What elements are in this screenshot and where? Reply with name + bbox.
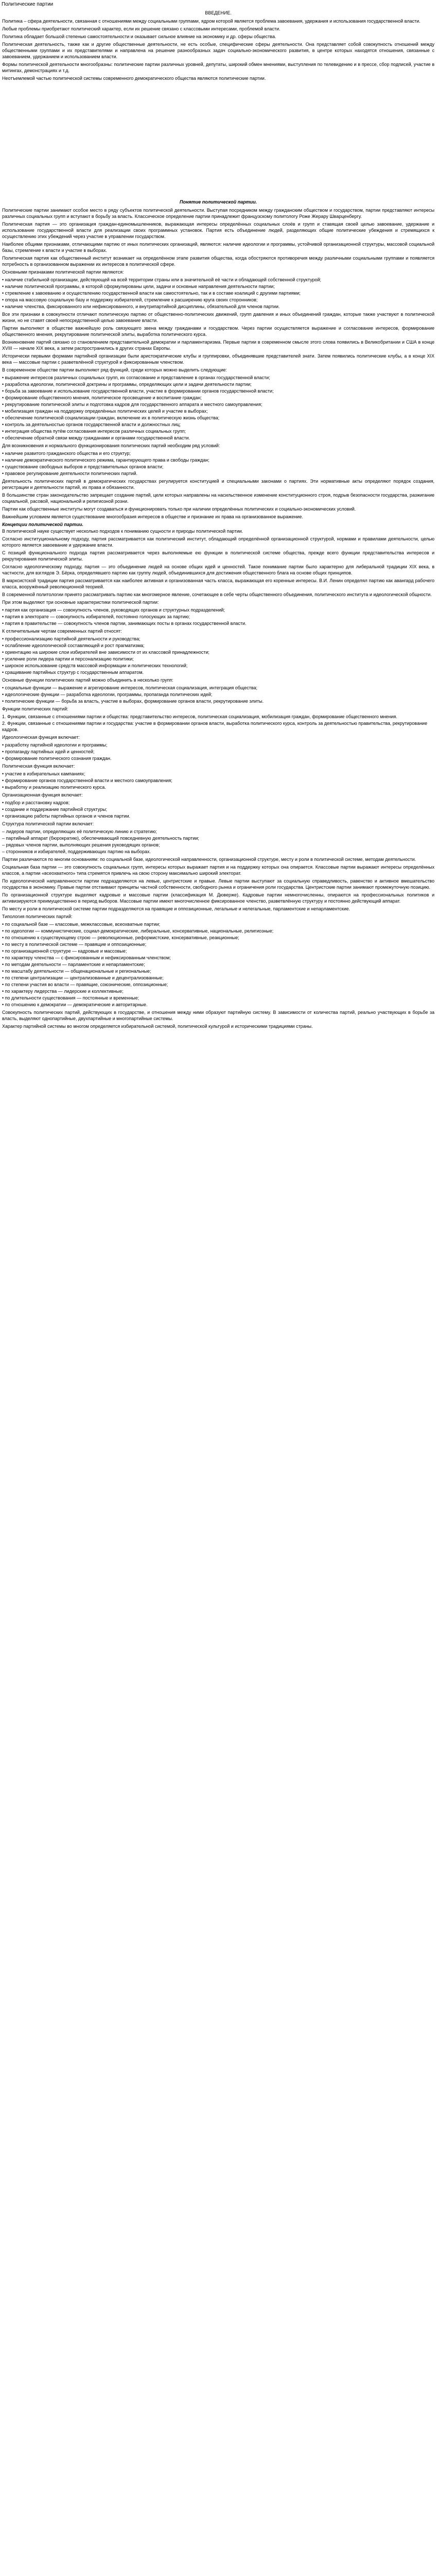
paragraph: В современной политологии принято рассматривать партию как многомерное явление, сочетающее в себе черты общественного объединения, политического института и идеологической общности.	[2, 592, 432, 597]
paragraph: Организационная функция включает:	[2, 792, 83, 798]
list-item: • сращивание партийных структур с государственным аппаратом.	[2, 669, 434, 675]
list-item: • наличие развитого гражданского общества и его структур;	[2, 450, 434, 456]
list-item: • по степени участия во власти — правящие, союзнические, оппозиционные;	[2, 981, 434, 988]
paragraph: По организационной структуре выделяют кадровые и массовые партии (классификация М. Дюверже). Кадровые партии немногочисленны, опираются на профессиональных политиков и активизируются преимущественно в период выборов. Массовые партии имеют многочисленное фиксированное членство, разветвлённую структуру и постоянно действующий аппарат.	[2, 892, 434, 904]
list-item: • существование свободных выборов и представительных органов власти;	[2, 464, 434, 470]
list-item: • обеспечение политической социализации граждан, включение их в политическую жизнь общества;	[2, 415, 434, 421]
list-item: • по идеологии — коммунистические, социал-демократические, либеральные, консервативные, национальные, религиозные;	[2, 928, 434, 934]
paragraph: В большинстве стран законодательство запрещает создание партий, цели которых направлены на насильственное изменение конституционного строя, подрыв безопасности государства, разжигание социальной, расовой, национальной и религиозной розни.	[2, 493, 434, 504]
paragraph: Характер партийной системы во многом определяется избирательной системой, политической культурой и историческими традициями страны.	[2, 1024, 313, 1029]
paragraph: Функции политических партий:	[2, 706, 68, 711]
list-item: • по степени централизации — централизованные и децентрализованные;	[2, 975, 434, 981]
section-heading: Понятие политической партии.	[179, 199, 257, 205]
list-item: • усиление роли лидера партии и персонализацию политики;	[2, 656, 434, 662]
paragraph: Политическая деятельность, также как и другие общественные деятельности, не есть особые, специфические сферы деятельности. Она представляет собой совокупность отношений между общественными группами и их представителями и направлена на решение разнообразных задач социально-экономического развития, в центре которых находятся отношения, связанные с завоеванием, удержанием и использованием власти.	[2, 42, 434, 59]
list-item: • по методам деятельности — парламентские и непарламентские;	[2, 961, 434, 968]
list-item: • создание и поддержание партийной структуры;	[2, 806, 434, 812]
list-item: • организацию работы партийных органов и членов партии.	[2, 813, 434, 819]
paragraph: Партии различаются по многим основаниям: по социальной базе, идеологической направленности, организационной структуре, месту и роли в политической системе, методам деятельности.	[2, 857, 416, 862]
paragraph: Политические партии занимают особое место в ряду субъектов политической деятельности. Выступая посредником между гражданским обществом и государством, партии представляют интересы различных социальных групп и вступают в борьбу за власть. Классическое определение партии принадлежит французскому политологу Роже Жерару Шварценбергу.	[2, 208, 434, 219]
paragraph: Структура политической партии включает:	[2, 821, 94, 826]
list-item: • широкое использование средств массовой информации и политических технологий;	[2, 663, 434, 669]
paragraph: В марксистской традиции партия рассматривается как наиболее активная и организованная часть класса, выражающая его коренные интересы. В.И. Ленин определял партию как авангард рабочего класса, вооружённый революционной теорией.	[2, 578, 434, 589]
list-item: • интеграция общества путём согласования интересов различных социальных групп;	[2, 428, 434, 434]
paragraph: Исторически первыми формами партийной организации были аристократические клубы и группировки, объединявшие представителей знати. Затем появились политические клубы, а в конце XIX века — массовые партии с разветвлённой структурой и фиксированным членством.	[2, 353, 434, 365]
paragraph: Партии выполняют в обществе важнейшую роль связующего звена между гражданами и государством. Через партии осуществляется выражение и согласование интересов, формирование общественного мнения, рекрутирование политической элиты, выработка политического курса.	[2, 326, 434, 337]
paragraph: Возникновение партий связано со становлением представительной демократии и парламентаризма. Первые партии в современном смысле этого слова появились в Великобритании и США в конце XVIII — начале XIX века, а затем распространились в других странах Европы.	[2, 340, 434, 351]
list-item: • по месту в политической системе — правящие и оппозиционные;	[2, 941, 434, 947]
paragraph: Для возникновения и нормального функционирования политических партий необходим ряд условий:	[2, 443, 220, 448]
paragraph: Согласно идеологическому подходу, партия — это объединение людей на основе общих идей и ценностей. Такое понимание партии было характерно для либеральной традиции XIX века, в частности, для взглядов Э. Бёрка, определявшего партию как группу людей, объединившихся для достижения общественного блага на основе общих принципов.	[2, 564, 434, 575]
list-item: • по масштабу деятельности — общенациональные и региональные;	[2, 968, 434, 974]
list-item: • наличие членства, фиксированного или нефиксированного, и внутрипартийной дисциплины, обязательной для членов партии.	[2, 303, 434, 310]
paragraph: Политическая партия как общественный институт возникает на определённом этапе развития общества, когда обостряются противоречия между различными социальными группами и появляется потребность в организованном выражении их интересов в политической сфере.	[2, 256, 434, 267]
list-item: 2. Функции, связанные с отношениями партии и государства: участие в формировании органов власти, выработка политического курса, контроль за деятельностью правительства, рекрутирование кадров.	[2, 721, 427, 732]
list-item: • пропаганду партийных идей и ценностей;	[2, 749, 434, 755]
list-item: • по отношению к демократии — демократические и авторитарные.	[2, 1002, 434, 1008]
paragraph: Деятельность политических партий в демократических государствах регулируется конституцией и специальными законами о партиях. Эти нормативные акты определяют порядок создания, регистрации и деятельности партий, их права и обязанности.	[2, 479, 434, 490]
list-item: • стремление к завоеванию и осуществлению государственной власти как самостоятельно, так и в составе коалиций с другими партиями;	[2, 290, 434, 296]
list-item: • мобилизация граждан на поддержку определённых политических целей и участие в выборах;	[2, 408, 434, 414]
paragraph: При этом выделяют три основные характеристики политической партии:	[2, 600, 159, 605]
list-item: • наличие демократического политического режима, гарантирующего права и свободы граждан;	[2, 457, 434, 463]
paragraph: Неотъемлемой частью политической системы современного демократического общества являются политические партии.	[2, 76, 266, 81]
list-item: • ослабление идеологической составляющей и рост прагматизма;	[2, 642, 434, 649]
list-item: – рядовых членов партии, выполняющих решения руководящих органов;	[2, 842, 434, 848]
list-item: • социальные функции — выражение и агрегирование интересов, политическая социализация, интеграция общества;	[2, 685, 434, 691]
paragraph: Основными признаками политической партии являются:	[2, 269, 124, 275]
subheading: Концепции политической партии.	[2, 522, 83, 527]
list-item: • разработку партийной идеологии и программы;	[2, 742, 434, 748]
structure-list	[2, 828, 434, 855]
functions-list	[2, 375, 434, 441]
list-item: • наличие стабильной организации, действующей на всей территории страны или в значительной её части и обладающей собственной структурой;	[2, 277, 434, 283]
list-item: • опора на массовую социальную базу и поддержку избирателей, стремление к расширению круга своих сторонников;	[2, 297, 434, 303]
paragraph: Наиболее общими признаками, отличающими партию от иных политических организаций, являются: наличие идеологии и программы, устойчивой организационной структуры, массовой социальной базы, стремление к власти и участие в выборах.	[2, 242, 434, 253]
list-item: • профессионализацию партийной деятельности и руководства;	[2, 636, 434, 642]
list-item: • выражение интересов различных социальных групп, их согласование и представление в органах государственной власти;	[2, 375, 434, 381]
paragraph: Социальная база партии — это совокупность социальных групп, интересы которых выражает партия и на поддержку которых она опирается. Классовые партии выражают интересы определённых классов, а партии «всеохватного» типа стремятся привлечь на свою сторону максимально широкий электорат.	[2, 865, 434, 876]
list-item: • обеспечение обратной связи между гражданами и органами государственной власти.	[2, 435, 434, 441]
paragraph: К отличительным чертам современных партий относят:	[2, 629, 122, 634]
political-functions-list	[2, 771, 434, 790]
paragraph: Согласно институциональному подходу, партия рассматривается как политический институт, обладающий определённой организационной структурой, нормами и правилами деятельности, целью которого является завоевание и удержание власти.	[2, 536, 434, 548]
ideology-list	[2, 742, 434, 761]
paragraph: Любые проблемы приобретают политический характер, если их решение связано с классовыми интересами, проблемой власти.	[2, 26, 281, 31]
list-item: • подбор и расстановку кадров;	[2, 800, 434, 806]
list-item: – сторонников и избирателей, поддерживающих партию на выборах.	[2, 849, 434, 855]
list-item: • ориентацию на широкие слои избирателей вне зависимости от их классовой принадлежности;	[2, 649, 434, 655]
paragraph: Политическая функция включает:	[2, 764, 75, 769]
list-item: • формирование органов государственной власти и местного самоуправления;	[2, 777, 434, 784]
list-item: • борьба за завоевание и использование государственной власти, участие в формировании органов государственной власти;	[2, 388, 434, 394]
paragraph: Формы политической деятельности многообразны: политические партии различных уровней, депутаты, широкий обмен мнениями, выступления по телевидению и в прессе, сбор подписей, участие в митингах, демонстрациях и т.д.	[2, 62, 434, 73]
paragraph: Партии как общественные институты могут создаваться и функционировать только при наличии определённых политических и социально-экономических условий.	[2, 506, 356, 512]
paragraph: Типология политических партий:	[2, 914, 73, 919]
functional-groups-list	[2, 714, 434, 733]
list-item: • по отношению к существующему строю — революционные, реформистские, консервативные, реакционные;	[2, 935, 434, 941]
list-item: – лидеров партии, определяющих её политическую линию и стратегию;	[2, 828, 434, 835]
classification-list	[2, 921, 434, 1008]
list-item: • участие в избирательных кампаниях;	[2, 771, 434, 777]
preconditions-list	[2, 450, 434, 477]
paragraph: Политическая партия — это организация граждан-единомышленников, выражающая интересы определённых социальных слоёв и групп и ставящая своей целью завоевание, удержание и использование государственной власти для реализации своих программных установок. Партия есть объединение людей, разделяющих общие политические убеждения и стремящихся к осуществлению этих убеждений через участие в управлении государством.	[2, 222, 434, 239]
paragraph: По месту и роли в политической системе партии подразделяются на правящие и оппозиционные, легальные и нелегальные, парламентские и непарламентские.	[2, 906, 351, 911]
signs-list	[2, 277, 434, 310]
list-item: • разработка идеологии, политической доктрины и программы, определяющих цели и задачи деятельности партии;	[2, 381, 434, 387]
list-item: • формирование политического сознания граждан.	[2, 755, 434, 761]
list-item: • партия в электорате — совокупность избирателей, постоянно голосующих за партию;	[2, 614, 434, 620]
list-item: • рекрутирование политической элиты и подготовка кадров для государственного аппарата и местного самоуправления;	[2, 401, 434, 408]
paragraph: По идеологической направленности партии подразделяются на левые, центристские и правые. Левые партии выступают за социальную справедливость, равенство и активное вмешательство государства в экономику. Правые партии отстаивают принципы частной собственности, свободного рынка и ограничения роли государства. Центристские партии занимают промежуточную позицию.	[2, 878, 434, 890]
list-item: • по организационной структуре — кадровые и массовые;	[2, 948, 434, 954]
party-traits-list	[2, 636, 434, 675]
list-item: 1. Функции, связанные с отношениями партии и общества: представительство интересов, политическая социализация, мобилизация граждан, формирование общественного мнения.	[2, 714, 397, 719]
paragraph: В политической науке существует несколько подходов к пониманию сущности и природы политической партии.	[2, 529, 243, 534]
main-functions-list	[2, 685, 434, 704]
paragraph: Важнейшим условием является существование многообразия интересов в обществе и признание их права на организованное выражение.	[2, 514, 303, 519]
list-item: • по характеру лидерства — лидерские и коллективные;	[2, 988, 434, 994]
list-item: • формирование общественного мнения, политическое просвещение и воспитание граждан;	[2, 395, 434, 401]
list-item: • идеологические функции — разработка идеологии, программы, пропаганда политических идей;	[2, 691, 434, 698]
features-list	[2, 607, 434, 626]
list-item: • наличие политической программы, в которой сформулированы цели, задачи и основные направления деятельности партии;	[2, 283, 434, 290]
paragraph: Совокупность политических партий, действующих в государстве, и отношения между ними образуют партийную систему. В зависимости от количества партий, реально участвующих в борьбе за власть, выделяют однопартийные, двухпартийные и многопартийные системы.	[2, 1010, 434, 1021]
paragraph: С позиций функционального подхода партия рассматривается через выполняемые ею функции в политической системе общества, прежде всего функции представительства интересов и рекрутирования политической элиты.	[2, 550, 434, 562]
main-section	[2, 199, 434, 2576]
introduction-section	[2, 10, 434, 173]
list-item: • правовое регулирование деятельности политических партий.	[2, 470, 434, 477]
section-heading: ВВЕДЕНИЕ.	[205, 10, 232, 15]
list-item: • политические функции — борьба за власть, участие в выборах, формирование органов власти, рекрутирование элиты.	[2, 698, 434, 704]
paragraph: Все эти признаки в совокупности отличают политическую партию от общественно-политических движений, групп давления и иных объединений граждан, которые также участвуют в политической жизни, но не ставят своей непосредственной целью завоевание власти.	[2, 312, 434, 323]
list-item: • контроль за деятельностью органов государственной власти и должностных лиц;	[2, 421, 434, 428]
paragraph: Идеологическая функция включает:	[2, 735, 80, 740]
list-item: • партия в правительстве — совокупность членов партии, занимающих посты в органах государственной власти.	[2, 620, 434, 626]
list-item: • по длительности существования — постоянные и временные;	[2, 995, 434, 1001]
list-item: – партийный аппарат (бюрократию), обеспечивающий повседневную деятельность партии;	[2, 835, 434, 841]
list-item: • выработку и реализацию политического курса.	[2, 784, 434, 790]
list-item: • по характеру членства — с фиксированным и нефиксированным членством;	[2, 955, 434, 961]
paragraph: Политика – сфера деятельности, связанная с отношениями между социальными группами, ядром которой является проблема завоевания, удержания и использования государственной власти.	[2, 19, 421, 24]
list-item: • партия как организация — совокупность членов, руководящих органов и структурных подразделений;	[2, 607, 434, 613]
org-functions-list	[2, 800, 434, 819]
document-title: Политические партии	[2, 2, 54, 7]
paragraph: В современном обществе партии выполняют ряд функций, среди которых можно выделить следующие:	[2, 367, 227, 372]
paragraph: Политика обладает большой степенью самостоятельности и оказывает сильное влияние на экономику и др. сферы общества.	[2, 34, 276, 39]
list-item: • по социальной базе — классовые, межклассовые, всеохватные партии;	[2, 921, 434, 927]
paragraph: Основные функции политических партий можно объединить в несколько групп:	[2, 677, 173, 683]
